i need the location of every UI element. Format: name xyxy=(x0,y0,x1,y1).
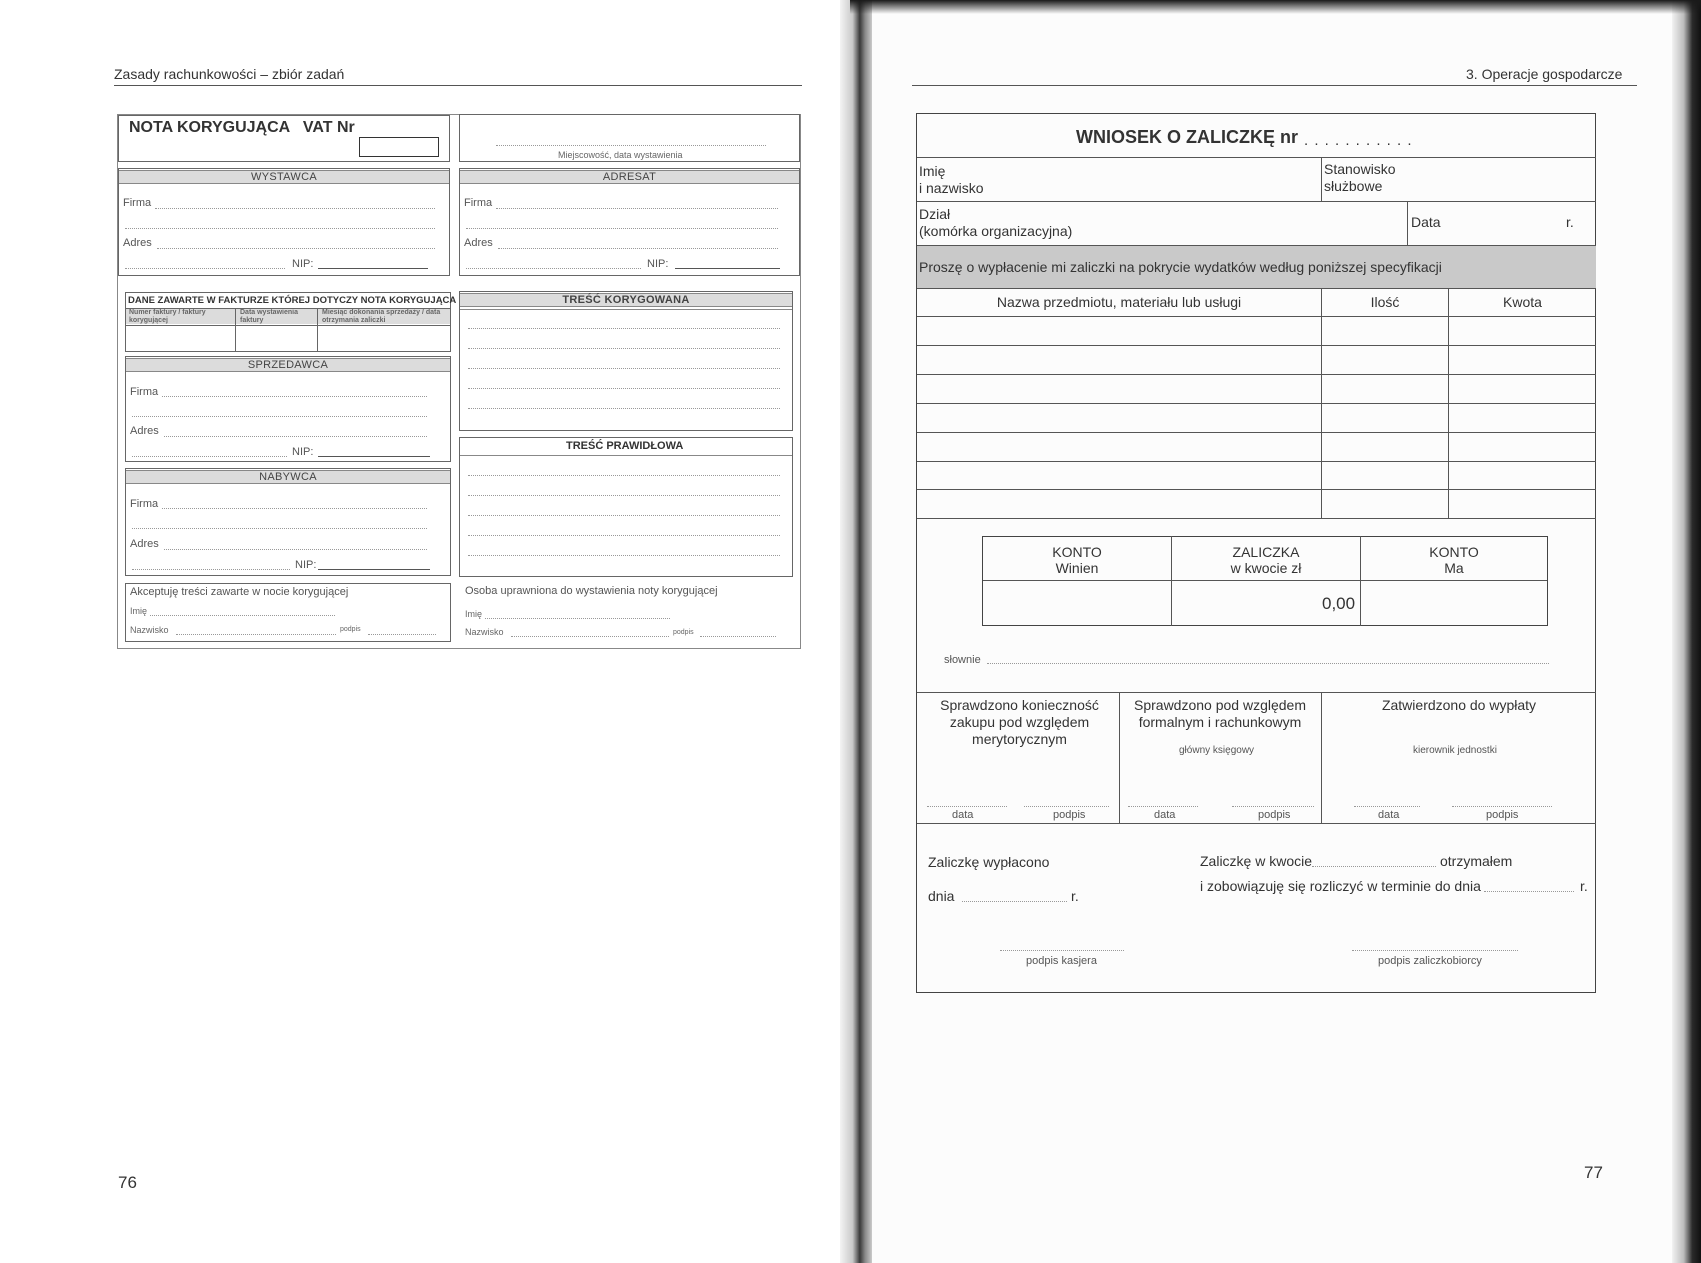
zaliczka-1: ZALICZKA xyxy=(1232,544,1300,560)
podpis-zaliczkobiorcy-label: podpis zaliczkobiorcy xyxy=(1378,955,1482,967)
tresc-prawidlowa-box xyxy=(459,437,793,577)
place-date-box xyxy=(459,114,800,162)
place-date-label: Miejscowość, data wystawienia xyxy=(558,150,683,160)
data-r-label: r. xyxy=(1566,214,1574,230)
col-ilosc-header: Ilość xyxy=(1370,294,1400,310)
dzial-label-1: Dział xyxy=(919,206,951,222)
sprzedawca-adres-label: Adres xyxy=(130,425,159,437)
zobowiazuje-label: i zobowiązuję się rozliczyć w terminie do dnia xyxy=(1200,878,1481,894)
sprzedawca-firma-label: Firma xyxy=(130,386,159,398)
col-nazwa-header: Nazwa przedmiotu, materiału lub usługi xyxy=(996,294,1242,310)
stanowisko-label-2: służbowe xyxy=(1324,178,1383,194)
akceptuje-label: Akceptuję treści zawarte w nocie korygującej xyxy=(130,586,349,598)
book-gutter xyxy=(840,0,876,1263)
adresat-firma-label: Firma xyxy=(464,197,493,209)
termin-r-label: r. xyxy=(1580,878,1588,894)
sprawdzono-merytorycznie: Sprawdzono konieczność zakupu pod względem merytorycznym xyxy=(940,697,1099,747)
wystawca-firma-label: Firma xyxy=(123,197,152,209)
zaliczka-2: w kwocie zł xyxy=(1230,560,1302,576)
adresat-nip-label: NIP: xyxy=(647,258,669,270)
nota-title-box xyxy=(118,115,450,162)
adresat-box xyxy=(459,168,800,276)
prosze-label: Proszę o wypłacenie mi zaliczki na pokrycie wydatków według poniższej specyfikacji xyxy=(919,259,1442,275)
slownie-label: słownie xyxy=(944,654,981,666)
running-head-left: Zasady rachunkowości – zbiór zadań xyxy=(114,66,345,82)
wystawca-box xyxy=(118,168,450,276)
tresc-korygowana-box xyxy=(459,291,793,431)
konto-ma-2: Ma xyxy=(1444,560,1464,576)
slownie-field[interactable] xyxy=(987,663,1549,664)
dane-col-numer: Numer faktury / faktury korygującej xyxy=(129,309,206,324)
wystawca-band: WYSTAWCA xyxy=(119,170,449,184)
otrzymalem-label: otrzymałem xyxy=(1440,853,1513,869)
head-rule-right xyxy=(912,85,1637,86)
nabywca-band: NABYWCA xyxy=(126,470,450,484)
running-head-right: 3. Operacje gospodarcze xyxy=(1466,66,1623,82)
konto-ma-1: KONTO xyxy=(1429,544,1479,560)
dnia-field[interactable] xyxy=(962,901,1067,902)
podpis-kasjera-label: podpis kasjera xyxy=(1026,955,1097,967)
zatwierdzono-label: Zatwierdzono do wypłaty xyxy=(1381,697,1537,713)
kierownik-label: kierownik jednostki xyxy=(1413,745,1497,756)
wystawca-adres-label: Adres xyxy=(123,237,152,249)
data-label: Data xyxy=(1411,214,1441,230)
sprzedawca-band: SPRZEDAWCA xyxy=(126,358,450,372)
dzial-label-2: (komórka organizacyjna) xyxy=(919,223,1073,239)
nota-title: NOTA KORYGUJĄCA VAT Nr xyxy=(129,119,355,136)
dnia-r-label: r. xyxy=(1071,888,1079,904)
imie-label-2: i nazwisko xyxy=(919,180,984,196)
akceptuje-nazwisko-label: Nazwisko xyxy=(130,625,169,635)
podpis-label-3: podpis xyxy=(1486,809,1519,821)
w-kwocie-label: Zaliczkę w kwocie xyxy=(1200,853,1313,869)
left-page xyxy=(0,0,850,1263)
wniosek-title: WNIOSEK O ZALICZKĘ nr xyxy=(1076,127,1298,147)
adresat-band: ADRESAT xyxy=(460,170,799,184)
data-label-2: data xyxy=(1154,809,1176,821)
col-kwota-header: Kwota xyxy=(1503,294,1542,310)
tresc-korygowana-band: TREŚĆ KORYGOWANA xyxy=(460,293,792,307)
termin-field[interactable] xyxy=(1484,891,1574,892)
podpis-label-1: podpis xyxy=(1053,809,1086,821)
dane-col-data: Data wystawienia faktury xyxy=(240,309,298,324)
zaliczka-value: 0,00 xyxy=(1322,594,1356,613)
nota-number-field[interactable] xyxy=(359,137,439,157)
wniosek-number-dots[interactable]: . . . . . . . . . . . xyxy=(1304,132,1413,149)
stanowisko-label-1: Stanowisko xyxy=(1324,161,1396,177)
podpis-label-2: podpis xyxy=(1258,809,1291,821)
wyplacono-label: Zaliczkę wypłacono xyxy=(928,854,1050,870)
wystawca-nip-label: NIP: xyxy=(292,258,314,270)
data-label-1: data xyxy=(952,809,974,821)
kwota-field[interactable] xyxy=(1312,866,1436,867)
osoba-podpis-label: podpis xyxy=(673,629,694,636)
akceptuje-imie-label: Imię xyxy=(130,606,148,616)
konto-winien-2: Winien xyxy=(1055,560,1099,576)
nabywca-box xyxy=(125,468,451,576)
akceptuje-podpis-label: podpis xyxy=(340,626,361,633)
dnia-label: dnia xyxy=(928,888,955,904)
nabywca-adres-label: Adres xyxy=(130,538,159,550)
osoba-imie-label: Imię xyxy=(465,609,483,619)
adresat-adres-label: Adres xyxy=(464,237,493,249)
dane-faktury-header: DANE ZAWARTE W FAKTURZE KTÓREJ DOTYCZY NOTA KORYGUJĄCA xyxy=(128,295,457,306)
dane-col-miesiac: Miesiąc dokonania sprzedaży / data otrzymania zaliczki xyxy=(322,309,441,324)
nabywca-firma-label: Firma xyxy=(130,498,159,510)
osoba-nazwisko-label: Nazwisko xyxy=(465,627,504,637)
page-number-left: 76 xyxy=(118,1173,137,1192)
imie-label-1: Imię xyxy=(919,163,946,179)
data-label-3: data xyxy=(1378,809,1400,821)
page-edge-shadow xyxy=(1672,0,1701,1263)
sprzedawca-nip-label: NIP: xyxy=(292,446,314,458)
head-rule-left xyxy=(114,85,802,86)
glowny-ksiegowy-label: główny księgowy xyxy=(1179,745,1255,756)
nabywca-nip-label: NIP: xyxy=(295,559,317,571)
osoba-label: Osoba uprawniona do wystawienia noty korygującej xyxy=(465,585,718,597)
page-number-right: 77 xyxy=(1584,1163,1603,1182)
top-edge-shadow xyxy=(850,0,1701,14)
konto-winien-1: KONTO xyxy=(1052,544,1102,560)
tresc-prawidlowa-label: TREŚĆ PRAWIDŁOWA xyxy=(566,440,684,452)
right-page xyxy=(872,0,1701,1263)
sprawdzono-formalnie: Sprawdzono pod względem formalnym i rachunkowym xyxy=(1134,697,1306,730)
